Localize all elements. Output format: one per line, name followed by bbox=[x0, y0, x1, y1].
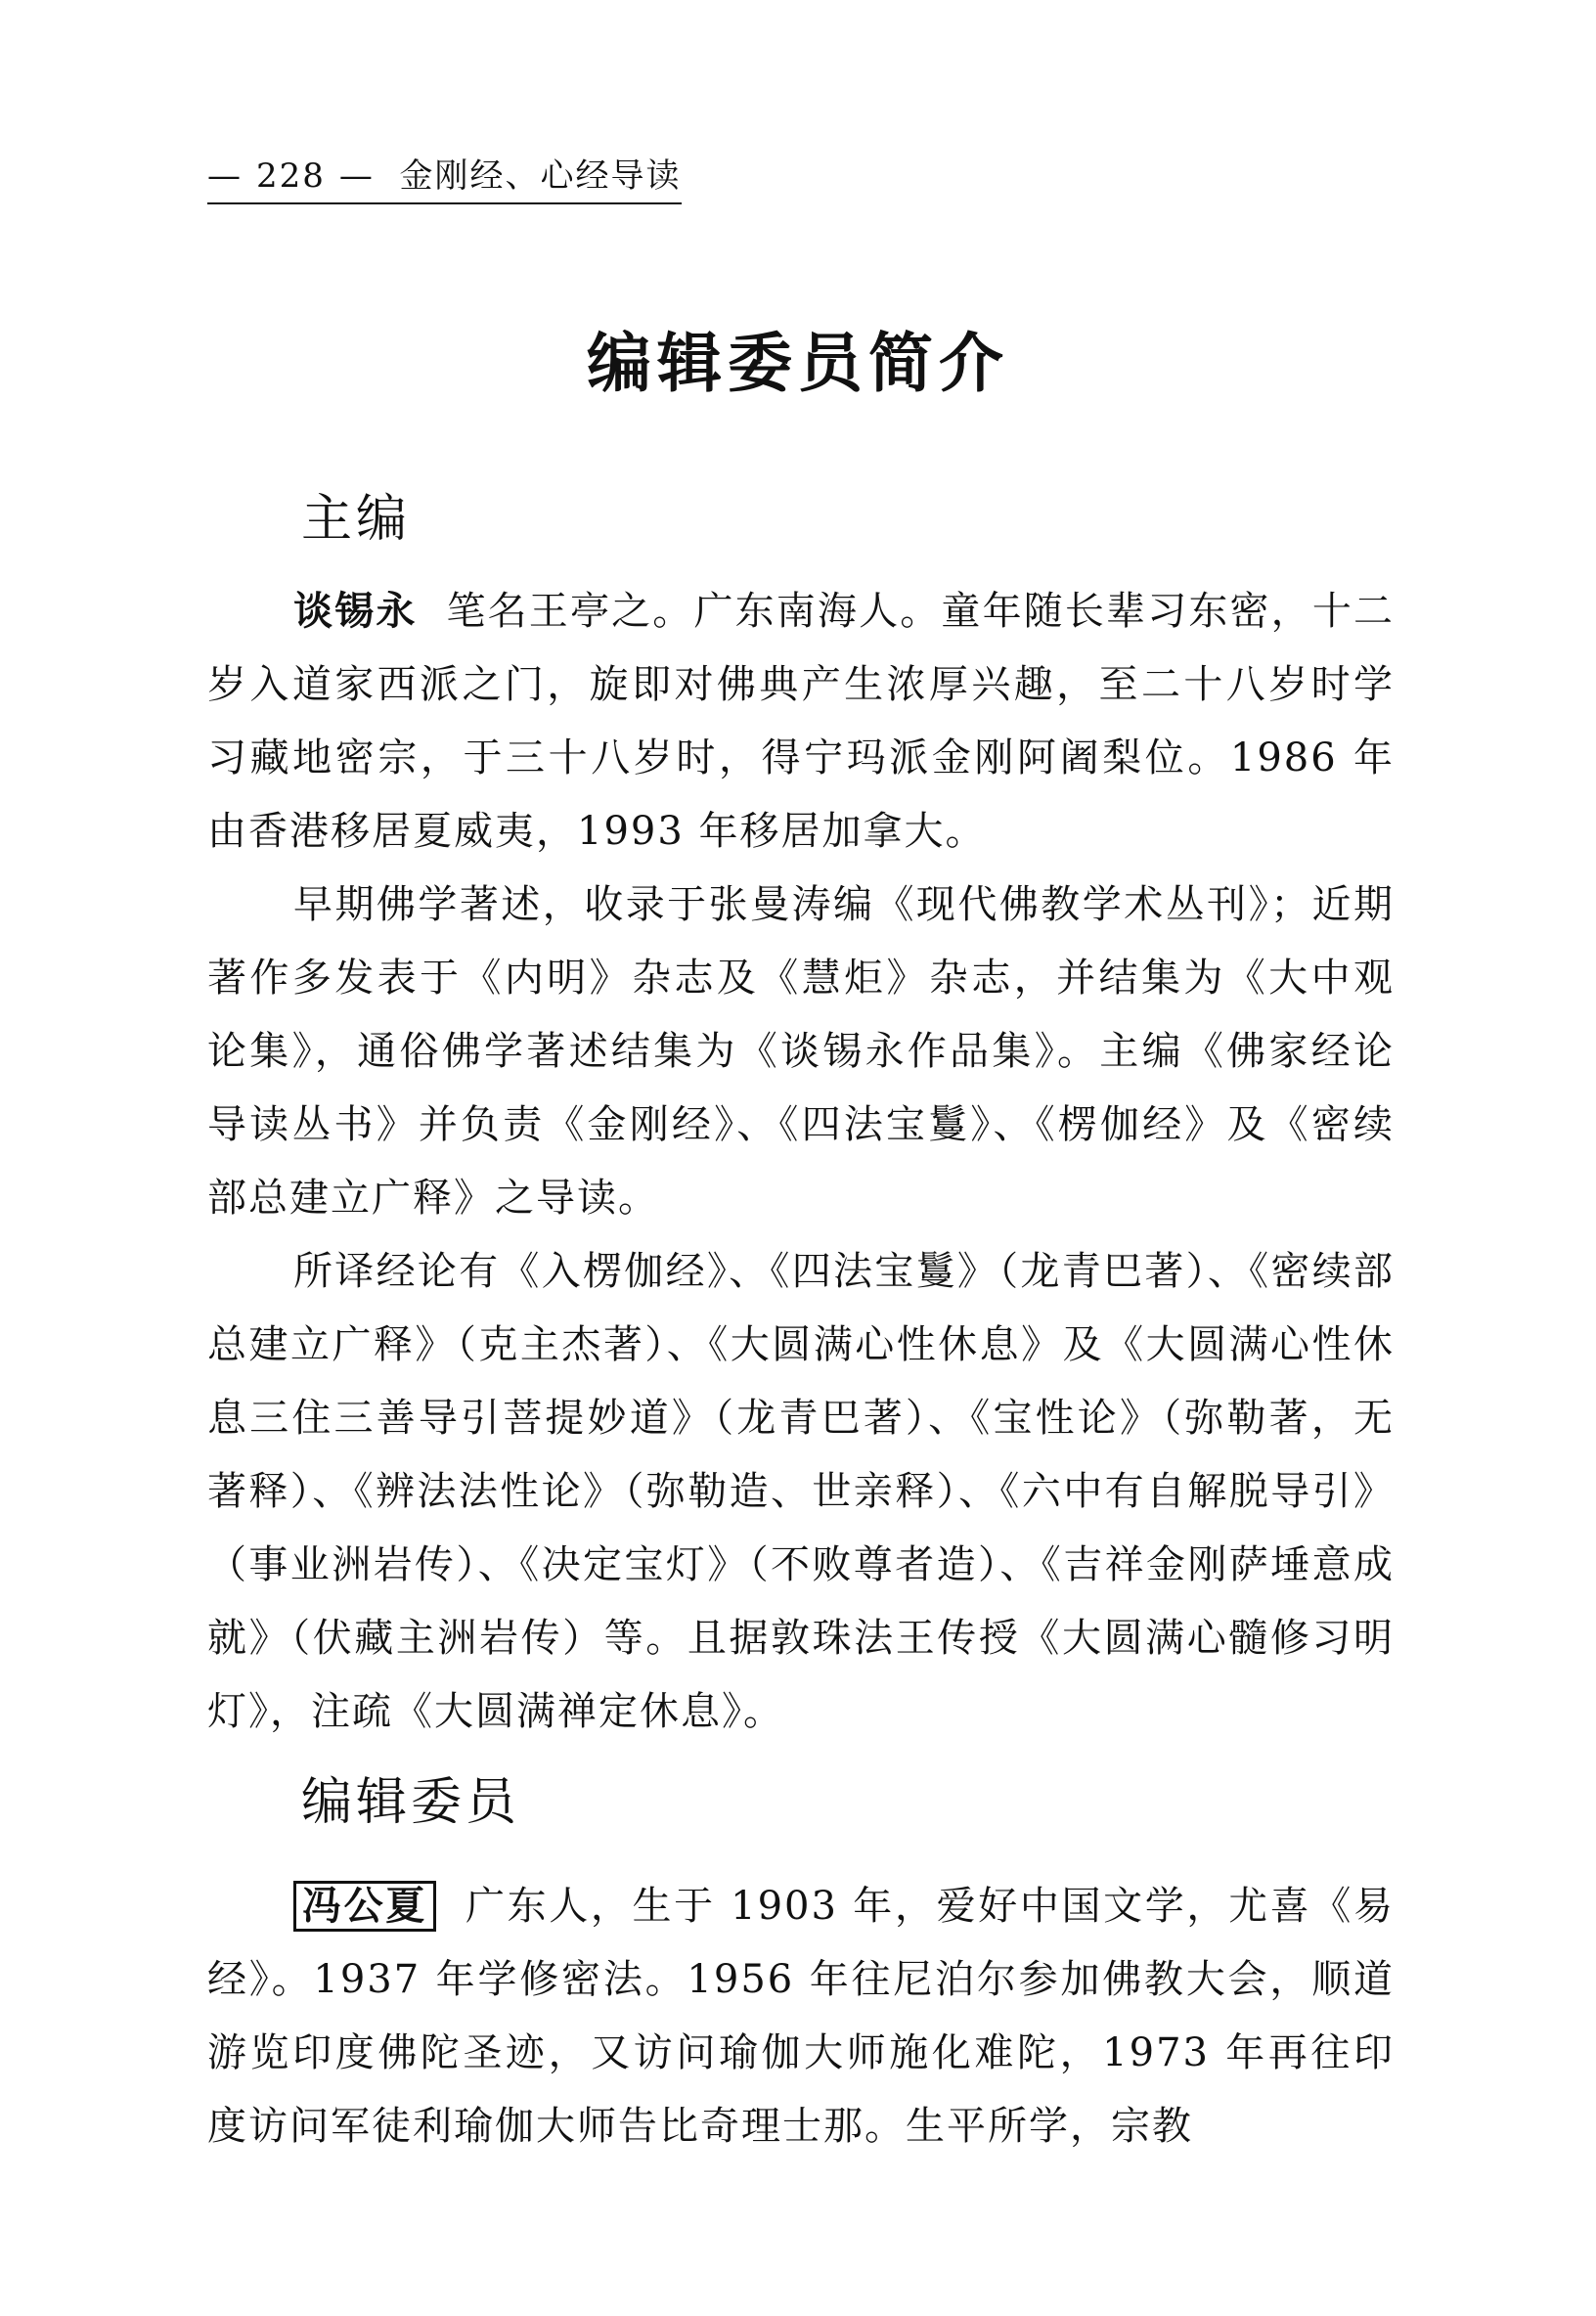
bio-text: 广东人，生于 1903 年，爱好中国文学，尤喜《易经》。1937 年学修密法。1956 年往尼泊尔参加佛教大会，顺道游览印度佛陀圣迹，又访问瑜伽大师施化难陀，1973 年再往印度访问军徒利瑜伽大师告比奇理士那。生平所学，宗教 bbox=[207, 1884, 1396, 2149]
chief-editor-bio bbox=[207, 575, 1395, 1749]
bio-paragraph: 所译经论有《入楞伽经》、《四法宝鬘》（龙青巴著）、《密续部总建立广释》（克主杰著）、《大圆满心性休息》及《大圆满心性休息三住三善导引菩提妙道》（龙青巴著）、《宝性论》（弥勒著，无著释）、《辨法法性论》（弥勒造、世亲释）、《六中有自解脱导引》（事业洲岩传）、《决定宝灯》（不败尊者造）、《吉祥金刚萨埵意成就》（伏藏主洲岩传）等。且据敦珠法王传授《大圆满心髓修习明灯》，注疏《大圆满禅定休息》。 bbox=[207, 1249, 1395, 1734]
section-heading-chief-editor: 主编 bbox=[301, 490, 412, 549]
editor-bio bbox=[207, 1870, 1395, 2163]
page-number: 228 bbox=[256, 156, 326, 196]
page-title: 编辑委员简介 bbox=[587, 326, 1009, 401]
bio-paragraph bbox=[207, 1870, 1395, 2163]
bio-paragraph: 早期佛学著述，收录于张曼涛编《现代佛教学术丛刊》；近期著作多发表于《内明》杂志及《慧炬》杂志，并结集为《大中观论集》，通俗佛学著述结集为《谈锡永作品集》。主编《佛家经论导读丛书》并负责《金刚经》、《四法宝鬘》、《楞伽经》及《密续部总建立广释》之导读。 bbox=[207, 882, 1395, 1221]
running-head-dash-right: — bbox=[338, 156, 375, 196]
running-head-dash-left: — bbox=[207, 156, 243, 196]
bio-text: 笔名王亭之。广东南海人。童年随长辈习东密，十二岁入道家西派之门，旋即对佛典产生浓厚兴趣，至二十八岁时学习藏地密宗，于三十八岁时，得宁玛派金刚阿阇梨位。1986 年由香港移居夏威夷，1993 年移居加拿大。 bbox=[207, 589, 1396, 854]
person-name: 谈锡永 bbox=[293, 589, 418, 634]
bio-paragraph bbox=[207, 575, 1395, 868]
section-heading-editors: 编辑委员 bbox=[301, 1773, 521, 1832]
person-name-boxed: 冯公夏 bbox=[293, 1881, 436, 1932]
book-title: 金刚经、心经导读 bbox=[399, 156, 682, 196]
running-head bbox=[207, 149, 682, 204]
